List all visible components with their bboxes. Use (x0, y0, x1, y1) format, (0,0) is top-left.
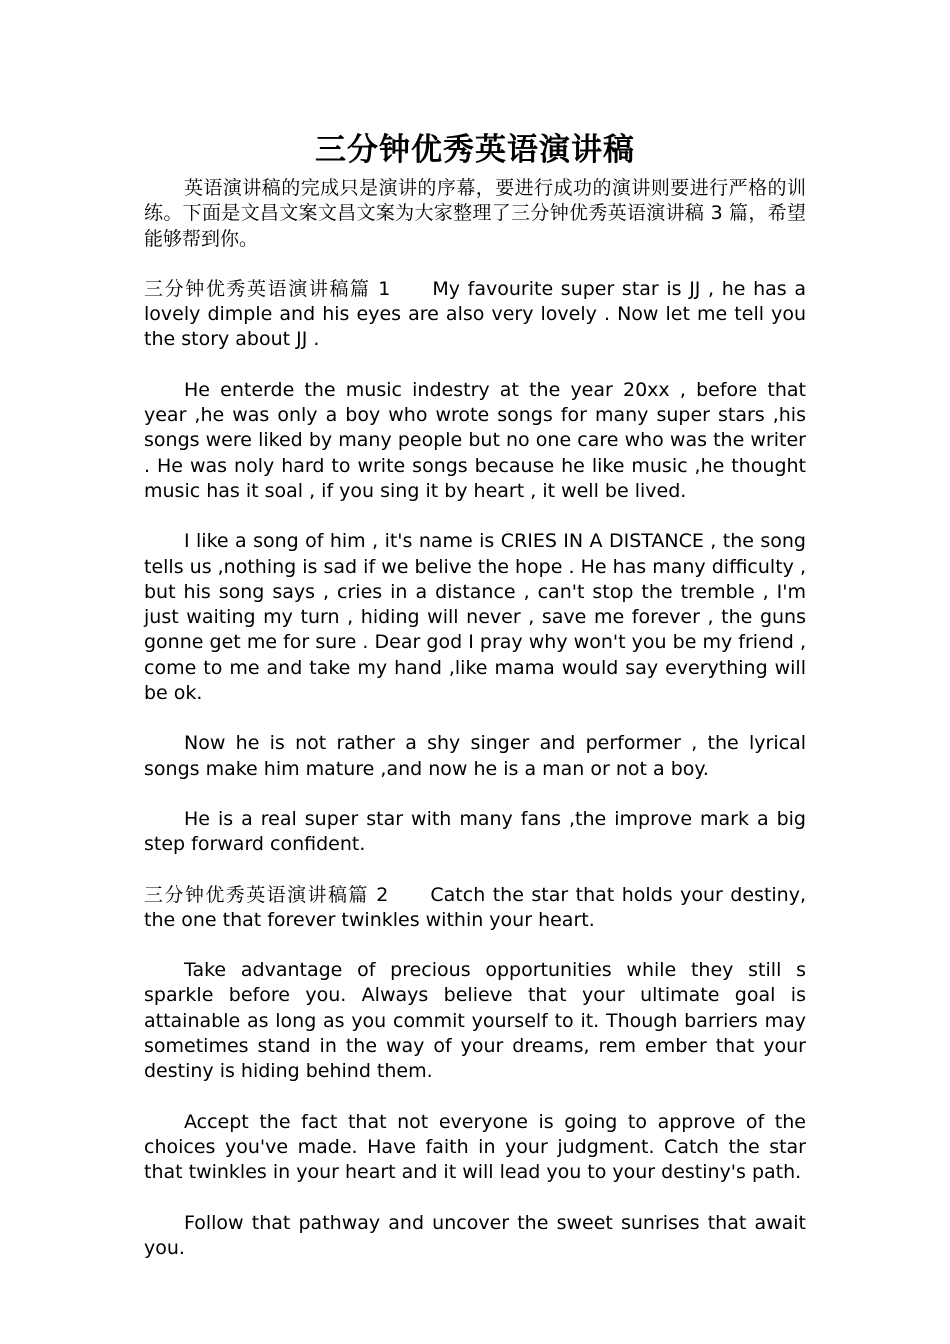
section1-paragraph-5: He is a real super star with many fans ,the improve mark a big step forward confident. (144, 807, 806, 856)
section1-paragraph-3: I like a song of him , it's name is CRIES IN A DISTANCE , the song tells us ,nothing is sad if we belive the hope . He has many difficulty , but his song says , cries in a distance , can't stop the tremble , I'm just waiting my turn , hiding will never , save me forever , the guns gonne get me for sure . Dear god I pray why won't you be my friend , come to me and take my hand ,like mama would say everything will be ok. (144, 530, 806, 705)
document-title: 三分钟优秀英语演讲稿 (315, 132, 635, 168)
document-body (144, 128, 806, 1261)
section2-paragraph-4: Follow that pathway and uncover the sweet sunrises that await you. (144, 1211, 806, 1259)
section2-first-paragraph (144, 883, 806, 934)
section1-label: 三分钟优秀英语演讲稿篇 1 (144, 277, 391, 300)
section2-paragraph-2: Take advantage of precious opportunities while they still s sparkle before you. Always believe that your ultimate goal is attainable as long as you commit yourself to it. Though barriers may sometimes stand in the way of your dreams, rem ember that your destiny is hiding behind them. (144, 959, 806, 1083)
section2-label: 三分钟优秀英语演讲稿篇 2 (144, 883, 389, 906)
section2-first-text: Catch the star that holds your destiny, the one that forever twinkles within your heart. (144, 883, 806, 931)
section1-first-paragraph (144, 277, 806, 353)
section2-paragraph-3: Accept the fact that not everyone is going to approve of the choices you've made. Have faith in your judgment. Catch the star that twinkles in your heart and it will lead you to your destiny's path. (144, 1110, 806, 1184)
section1-paragraph-2: He enterde the music indestry at the year 20xx , before that year ,he was only a boy who wrote songs for many super stars ,his songs were liked by many people but no one care who was the writer . He was noly hard to write songs because he like music ,he thought music has it soal , if you sing it by heart , it well be lived. (144, 378, 806, 502)
section1-first-text: My favourite super star is JJ , he has a lovely dimple and his eyes are also very lovely . Now let me tell you the story about JJ . (144, 277, 806, 351)
intro-paragraph: 英语演讲稿的完成只是演讲的序幕，要进行成功的演讲则要进行严格的训练。下面是文昌文案文昌文案为大家整理了三分钟优秀英语演讲稿 3 篇，希望能够帮到你。 (144, 177, 806, 250)
section1-paragraph-4: Now he is not rather a shy singer and performer , the lyrical songs make him mature ,and now he is a man or not a boy. (144, 732, 806, 780)
